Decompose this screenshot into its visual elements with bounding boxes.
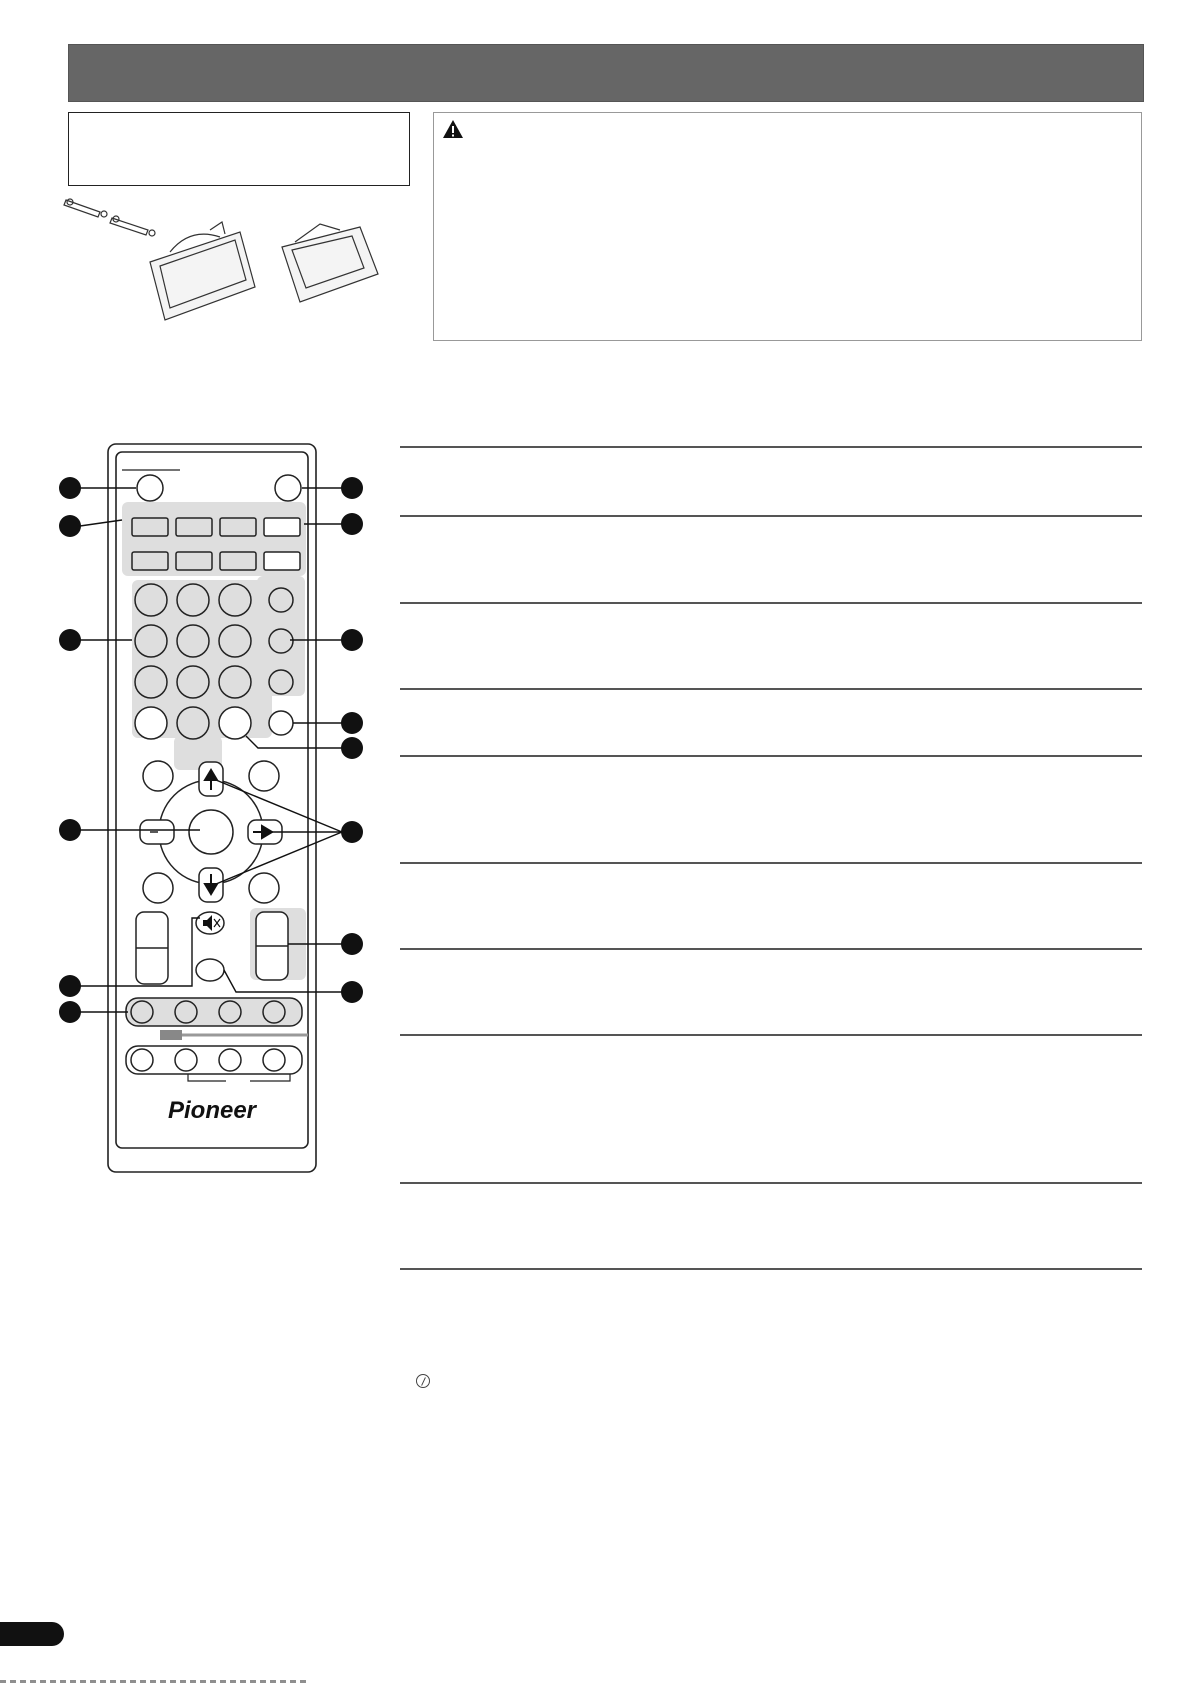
input-button[interactable]: [220, 518, 256, 536]
input-button[interactable]: [264, 518, 300, 536]
color-button[interactable]: [263, 1001, 285, 1023]
color-button[interactable]: [219, 1001, 241, 1023]
battery-1: [64, 200, 100, 217]
number-button[interactable]: [177, 625, 209, 657]
number-button[interactable]: [177, 707, 209, 739]
description-divider: [400, 948, 1142, 950]
input-button[interactable]: [220, 552, 256, 570]
page-number-tab: [0, 1622, 64, 1646]
number-button[interactable]: [219, 584, 251, 616]
callout-marker: [59, 819, 81, 841]
input-button[interactable]: [132, 552, 168, 570]
battery-2: [110, 218, 148, 235]
description-divider: [400, 602, 1142, 604]
callout-marker: [341, 712, 363, 734]
battery-heading-box: [68, 112, 410, 186]
playback-button[interactable]: [219, 1049, 241, 1071]
color-button[interactable]: [175, 1001, 197, 1023]
side-button[interactable]: [269, 670, 293, 694]
input-button[interactable]: [176, 552, 212, 570]
nav-corner-button[interactable]: [249, 873, 279, 903]
remote-control-diagram: [50, 440, 370, 1180]
nav-corner-button[interactable]: [143, 873, 173, 903]
pioneer-logo: Pioneer: [167, 1097, 257, 1124]
callout-marker: [341, 737, 363, 759]
description-divider: [400, 1034, 1142, 1036]
number-button[interactable]: [135, 584, 167, 616]
callout-marker: [59, 1001, 81, 1023]
small-button[interactable]: [196, 959, 224, 981]
number-button[interactable]: [177, 584, 209, 616]
warning-triangle-icon: [442, 119, 464, 139]
source-power-button[interactable]: [275, 475, 301, 501]
input-button[interactable]: [176, 518, 212, 536]
section-header-bar: [68, 44, 1144, 102]
battery-insertion-illustration: [60, 192, 400, 332]
side-button[interactable]: [269, 629, 293, 653]
color-button[interactable]: [131, 1001, 153, 1023]
enter-button[interactable]: [189, 810, 233, 854]
input-button[interactable]: [264, 552, 300, 570]
remote-back-open: [150, 232, 255, 320]
callout-marker: [341, 933, 363, 955]
description-divider: [400, 688, 1142, 690]
playback-button[interactable]: [263, 1049, 285, 1071]
number-button[interactable]: [219, 625, 251, 657]
description-divider: [400, 1182, 1142, 1184]
number-button[interactable]: [219, 666, 251, 698]
description-divider: [400, 1268, 1142, 1270]
nav-corner-button[interactable]: [143, 761, 173, 791]
footer-print-marks: [0, 1680, 310, 1683]
description-divider: [400, 515, 1142, 517]
function-button[interactable]: [219, 707, 251, 739]
input-button[interactable]: [132, 518, 168, 536]
callout-marker: [341, 477, 363, 499]
description-divider: [400, 446, 1142, 448]
number-button[interactable]: [135, 625, 167, 657]
note-pen-icon: [416, 1374, 430, 1388]
callout-marker: [341, 513, 363, 535]
function-button[interactable]: [269, 711, 293, 735]
receiver-power-button[interactable]: [137, 475, 163, 501]
number-button[interactable]: [177, 666, 209, 698]
function-button[interactable]: [135, 707, 167, 739]
callout-marker: [341, 629, 363, 651]
nav-corner-button[interactable]: [249, 761, 279, 791]
remote-back-closed: [282, 227, 378, 302]
playback-button[interactable]: [175, 1049, 197, 1071]
side-button[interactable]: [269, 588, 293, 612]
callout-marker: [59, 975, 81, 997]
description-divider: [400, 755, 1142, 757]
caution-box: [433, 112, 1142, 341]
callout-marker: [341, 981, 363, 1003]
callout-marker: [59, 515, 81, 537]
callout-marker: [341, 821, 363, 843]
callout-marker: [59, 629, 81, 651]
number-button[interactable]: [135, 666, 167, 698]
callout-marker: [59, 477, 81, 499]
description-divider: [400, 862, 1142, 864]
playback-button[interactable]: [131, 1049, 153, 1071]
